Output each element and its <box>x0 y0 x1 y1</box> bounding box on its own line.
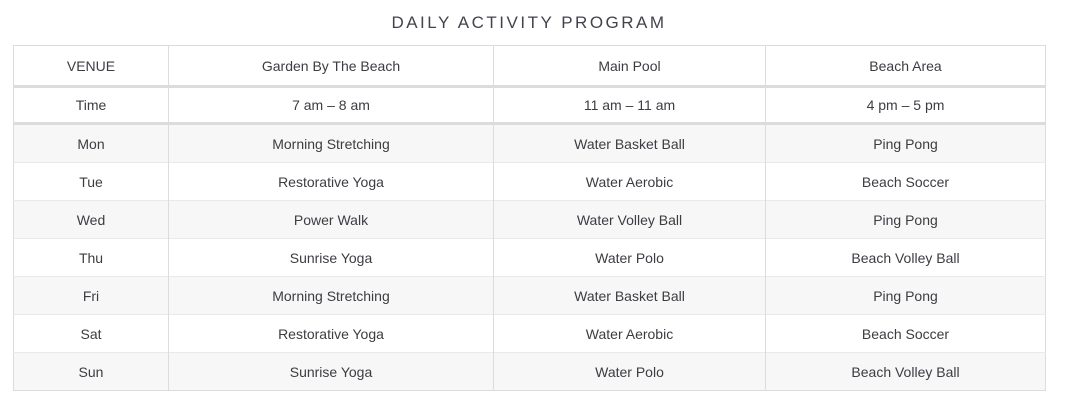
table-row-wed <box>14 201 1046 239</box>
day-cell: Thu <box>14 239 169 277</box>
garden-header-cell: Garden By The Beach <box>169 46 494 87</box>
garden-activity-cell: Restorative Yoga <box>169 163 494 201</box>
time-row <box>14 87 1046 124</box>
day-cell: Fri <box>14 277 169 315</box>
table-row-thu <box>14 239 1046 277</box>
pool-header-cell: Main Pool <box>494 46 766 87</box>
table-row-sat <box>14 315 1046 353</box>
table-row-fri <box>14 277 1046 315</box>
garden-activity-cell: Morning Stretching <box>169 277 494 315</box>
pool-activity-cell: Water Polo <box>494 239 766 277</box>
garden-activity-cell: Sunrise Yoga <box>169 239 494 277</box>
day-cell: Mon <box>14 124 169 163</box>
pool-activity-cell: Water Aerobic <box>494 315 766 353</box>
table-row-mon <box>14 124 1046 163</box>
garden-time-cell: 7 am – 8 am <box>169 87 494 124</box>
day-cell: Wed <box>14 201 169 239</box>
pool-activity-cell: Water Basket Ball <box>494 124 766 163</box>
pool-activity-cell: Water Polo <box>494 353 766 391</box>
garden-activity-cell: Power Walk <box>169 201 494 239</box>
time-label-cell: Time <box>14 87 169 124</box>
beach-activity-cell: Ping Pong <box>766 277 1046 315</box>
beach-activity-cell: Beach Volley Ball <box>766 239 1046 277</box>
garden-activity-cell: Morning Stretching <box>169 124 494 163</box>
venue-header-cell: VENUE <box>14 46 169 87</box>
page-title: DAILY ACTIVITY PROGRAM <box>391 13 667 32</box>
beach-header-cell: Beach Area <box>766 46 1046 87</box>
beach-activity-cell: Beach Soccer <box>766 163 1046 201</box>
table-row-sun <box>14 353 1046 391</box>
pool-activity-cell: Water Basket Ball <box>494 277 766 315</box>
day-cell: Tue <box>14 163 169 201</box>
daily-activity-table <box>13 45 1046 391</box>
beach-time-cell: 4 pm – 5 pm <box>766 87 1046 124</box>
beach-activity-cell: Beach Volley Ball <box>766 353 1046 391</box>
garden-activity-cell: Restorative Yoga <box>169 315 494 353</box>
pool-activity-cell: Water Volley Ball <box>494 201 766 239</box>
venue-header-row <box>14 46 1046 87</box>
pool-activity-cell: Water Aerobic <box>494 163 766 201</box>
day-cell: Sun <box>14 353 169 391</box>
garden-activity-cell: Sunrise Yoga <box>169 353 494 391</box>
beach-activity-cell: Ping Pong <box>766 201 1046 239</box>
pool-time-cell: 11 am – 11 am <box>494 87 766 124</box>
table-row-tue <box>14 163 1046 201</box>
day-cell: Sat <box>14 315 169 353</box>
beach-activity-cell: Beach Soccer <box>766 315 1046 353</box>
beach-activity-cell: Ping Pong <box>766 124 1046 163</box>
